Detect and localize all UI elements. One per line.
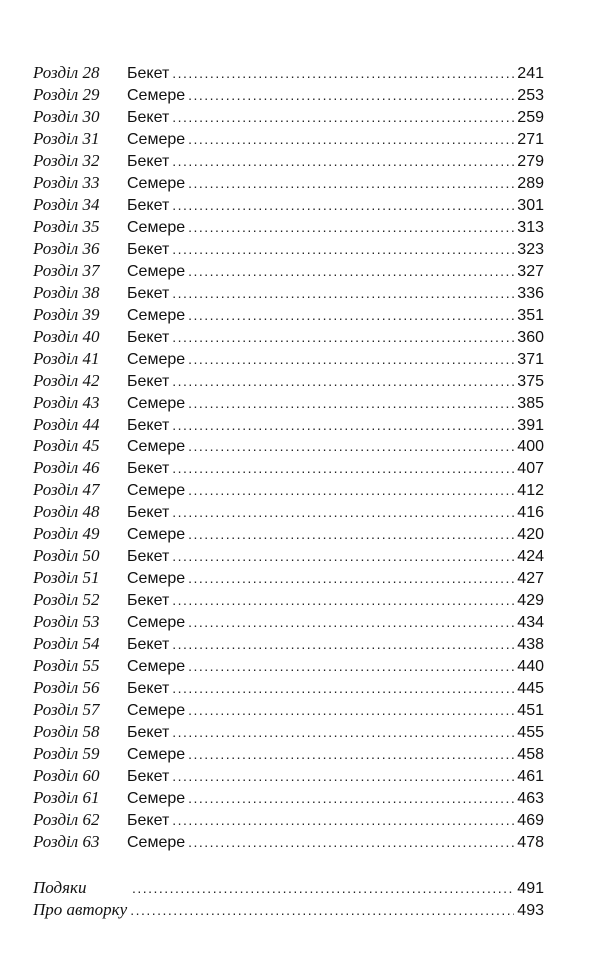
chapter-word: Розділ	[33, 128, 79, 148]
dot-leader	[188, 700, 514, 722]
chapter-number: 55	[82, 656, 100, 676]
toc-entry	[33, 414, 544, 436]
chapter-number: 51	[82, 568, 100, 588]
page-number: 445	[517, 680, 544, 698]
chapter-number: 52	[82, 590, 100, 610]
chapter-word: Розділ	[33, 392, 79, 412]
chapter-label	[33, 392, 127, 414]
chapter-number: 37	[82, 260, 100, 280]
dot-leader	[172, 371, 514, 393]
chapter-label	[33, 172, 127, 194]
chapter-word: Розділ	[33, 348, 79, 368]
chapter-title: Бекет	[127, 811, 170, 829]
chapter-label	[33, 150, 127, 172]
chapter-word: Розділ	[33, 84, 79, 104]
dot-leader	[188, 393, 514, 415]
chapter-number: 45	[82, 436, 100, 456]
dot-leader	[132, 877, 514, 899]
toc-entry	[33, 545, 544, 567]
table-of-contents	[33, 62, 544, 853]
page-number: 289	[517, 174, 544, 192]
chapter-word: Розділ	[33, 787, 79, 807]
page-number: 429	[517, 592, 544, 610]
page-number: 407	[517, 460, 544, 478]
page-number: 323	[517, 240, 544, 258]
chapter-label	[33, 501, 127, 523]
dot-leader	[172, 195, 514, 217]
chapter-number: 50	[82, 546, 100, 566]
chapter-title: Бекет	[127, 372, 170, 390]
chapter-label	[33, 677, 127, 699]
dot-leader	[172, 151, 514, 173]
chapter-word: Розділ	[33, 612, 79, 632]
toc-entry	[33, 128, 544, 150]
chapter-number: 63	[82, 831, 100, 851]
toc-entry	[33, 260, 544, 282]
dot-leader	[172, 283, 514, 305]
toc-entry	[33, 743, 544, 765]
chapter-label	[33, 282, 127, 304]
dot-leader	[172, 590, 514, 612]
dot-leader	[188, 744, 514, 766]
chapter-title: Бекет	[127, 768, 170, 785]
toc-entry	[33, 809, 544, 831]
chapter-number: 61	[82, 787, 100, 807]
chapter-label	[33, 260, 127, 282]
chapter-title: Семере	[127, 174, 186, 192]
chapter-title: Семере	[127, 438, 186, 456]
toc-entry	[33, 479, 544, 501]
backmatter-label: Подяки	[33, 878, 87, 897]
dot-leader	[172, 546, 514, 568]
toc-entry	[33, 216, 544, 238]
chapter-number: 38	[82, 282, 100, 302]
page-number: 493	[517, 902, 544, 919]
chapter-word: Розділ	[33, 172, 79, 192]
chapter-number: 46	[82, 458, 100, 478]
page-number: 478	[517, 833, 544, 851]
dot-leader	[172, 63, 514, 85]
chapter-number: 32	[82, 150, 100, 170]
chapter-word: Розділ	[33, 282, 79, 302]
chapter-word: Розділ	[33, 502, 79, 522]
dot-leader	[172, 458, 514, 480]
chapter-number: 47	[82, 480, 100, 500]
chapter-label	[33, 545, 127, 567]
chapter-number: 29	[82, 84, 100, 104]
chapter-label	[33, 370, 127, 392]
chapter-label	[33, 523, 127, 545]
chapter-number: 33	[82, 172, 100, 192]
toc-entry	[33, 348, 544, 370]
page-number: 375	[517, 372, 544, 390]
toc-entry	[33, 589, 544, 611]
page-number: 271	[517, 130, 544, 148]
chapter-title: Семере	[127, 306, 186, 324]
dot-leader	[188, 261, 514, 283]
page-number: 391	[517, 416, 544, 434]
page-number: 241	[517, 65, 544, 82]
chapter-word: Розділ	[33, 458, 79, 478]
toc-entry	[33, 765, 544, 787]
chapter-word: Розділ	[33, 414, 79, 434]
chapter-label	[33, 62, 127, 84]
page-number: 259	[517, 108, 544, 126]
chapter-number: 49	[82, 524, 100, 544]
dot-leader	[172, 415, 514, 437]
toc-entry	[33, 633, 544, 655]
toc-entry	[33, 457, 544, 479]
chapter-word: Розділ	[33, 524, 79, 544]
page-number: 469	[517, 811, 544, 829]
page-number: 461	[517, 768, 544, 785]
chapter-number: 59	[82, 744, 100, 764]
dot-leader	[130, 899, 514, 921]
chapter-title: Бекет	[127, 328, 170, 346]
page-number: 463	[517, 789, 544, 807]
page-number: 455	[517, 724, 544, 742]
chapter-label	[33, 216, 127, 238]
chapter-title: Семере	[127, 350, 186, 368]
page-number: 336	[517, 284, 544, 302]
chapter-title: Бекет	[127, 284, 170, 302]
chapter-title: Семере	[127, 86, 186, 104]
chapter-label	[33, 479, 127, 501]
chapter-title: Бекет	[127, 460, 170, 478]
chapter-title: Бекет	[127, 724, 170, 742]
page-number: 360	[517, 328, 544, 346]
chapter-title: Семере	[127, 262, 186, 280]
dot-leader	[188, 85, 514, 107]
chapter-word: Розділ	[33, 590, 79, 610]
chapter-title: Семере	[127, 130, 186, 148]
chapter-label	[33, 326, 127, 348]
chapter-label	[33, 699, 127, 721]
page-number: 371	[517, 350, 544, 368]
page-number: 385	[517, 394, 544, 412]
chapter-number: 62	[82, 809, 100, 829]
chapter-label	[33, 589, 127, 611]
chapter-label	[33, 194, 127, 216]
chapter-title: Семере	[127, 394, 186, 412]
chapter-word: Розділ	[33, 568, 79, 588]
page-number: 451	[517, 702, 544, 720]
chapter-number: 48	[82, 502, 100, 522]
backmatter-list	[33, 877, 544, 921]
chapter-title: Бекет	[127, 548, 170, 566]
page-number: 427	[517, 570, 544, 588]
dot-leader	[188, 305, 514, 327]
dot-leader	[172, 634, 514, 656]
chapter-label	[33, 567, 127, 589]
dot-leader	[188, 568, 514, 590]
dot-leader	[172, 502, 514, 524]
chapter-title: Бекет	[127, 240, 170, 258]
toc-entry	[33, 370, 544, 392]
chapter-title: Семере	[127, 526, 186, 544]
toc-entry	[33, 699, 544, 721]
toc-entry	[33, 150, 544, 172]
chapter-title: Семере	[127, 833, 186, 851]
dot-leader	[188, 832, 514, 854]
chapter-label	[33, 633, 127, 655]
chapter-number: 57	[82, 700, 100, 720]
dot-leader	[188, 612, 514, 634]
page-number: 412	[517, 482, 544, 500]
page-number: 313	[517, 218, 544, 236]
chapter-word: Розділ	[33, 809, 79, 829]
dot-leader	[188, 788, 514, 810]
chapter-title: Семере	[127, 789, 186, 807]
page-number: 279	[517, 152, 544, 170]
toc-entry	[33, 435, 544, 457]
toc-entry	[33, 392, 544, 414]
page-number: 440	[517, 658, 544, 676]
chapter-word: Розділ	[33, 700, 79, 720]
chapter-word: Розділ	[33, 766, 79, 785]
chapter-label	[33, 348, 127, 370]
chapter-label	[33, 831, 127, 853]
page-number: 491	[517, 880, 544, 897]
backmatter-label: Про авторку	[33, 900, 128, 919]
chapter-title: Бекет	[127, 636, 170, 654]
chapter-number: 34	[82, 194, 100, 214]
dot-leader	[188, 349, 514, 371]
chapter-word: Розділ	[33, 546, 79, 566]
dot-leader	[188, 436, 514, 458]
chapter-label	[33, 128, 127, 150]
page-number: 416	[517, 504, 544, 522]
toc-entry	[33, 655, 544, 677]
chapter-word: Розділ	[33, 106, 79, 126]
chapter-number: 54	[82, 634, 100, 654]
dot-leader	[172, 107, 514, 129]
chapter-number: 42	[82, 370, 100, 390]
chapter-label	[33, 809, 127, 831]
chapter-label	[33, 787, 127, 809]
chapter-number: 36	[82, 238, 100, 258]
toc-entry	[33, 282, 544, 304]
chapter-number: 56	[82, 678, 100, 698]
toc-entry	[33, 831, 544, 853]
dot-leader	[172, 678, 514, 700]
chapter-word: Розділ	[33, 436, 79, 456]
chapter-title: Бекет	[127, 65, 170, 82]
chapter-word: Розділ	[33, 722, 79, 742]
chapter-word: Розділ	[33, 238, 79, 258]
chapter-label	[33, 655, 127, 677]
chapter-number: 44	[82, 414, 100, 434]
chapter-number: 31	[82, 128, 100, 148]
page-number: 438	[517, 636, 544, 654]
toc-entry	[33, 611, 544, 633]
dot-leader	[188, 524, 514, 546]
toc-entry	[33, 326, 544, 348]
chapter-word: Розділ	[33, 216, 79, 236]
chapter-title: Семере	[127, 746, 186, 764]
chapter-label	[33, 765, 127, 787]
dot-leader	[188, 480, 514, 502]
page-number: 253	[517, 86, 544, 104]
dot-leader	[172, 810, 514, 832]
page-number: 301	[517, 196, 544, 214]
toc-entry	[33, 84, 544, 106]
toc-entry	[33, 787, 544, 809]
chapter-word: Розділ	[33, 831, 79, 851]
page-number: 327	[517, 262, 544, 280]
chapter-title: Бекет	[127, 592, 170, 610]
chapter-number: 39	[82, 304, 100, 324]
toc-entry	[33, 106, 544, 128]
toc-entry	[33, 523, 544, 545]
chapter-title: Семере	[127, 614, 186, 632]
chapter-word: Розділ	[33, 260, 79, 280]
chapter-title: Бекет	[127, 416, 170, 434]
toc-entry	[33, 567, 544, 589]
dot-leader	[172, 722, 514, 744]
dot-leader	[188, 656, 514, 678]
chapter-word: Розділ	[33, 326, 79, 346]
dot-leader	[188, 217, 514, 239]
dot-leader	[172, 239, 514, 261]
chapter-label	[33, 743, 127, 765]
toc-entry	[33, 194, 544, 216]
chapter-number: 43	[82, 392, 100, 412]
chapter-number: 28	[82, 63, 100, 82]
chapter-title: Бекет	[127, 196, 170, 214]
chapter-word: Розділ	[33, 304, 79, 324]
chapter-word: Розділ	[33, 744, 79, 764]
toc-entry	[33, 721, 544, 743]
chapter-title: Бекет	[127, 680, 170, 698]
chapter-number: 53	[82, 612, 100, 632]
dot-leader	[188, 173, 514, 195]
page-number: 420	[517, 526, 544, 544]
chapter-number: 30	[82, 106, 100, 126]
chapter-number: 60	[82, 766, 100, 785]
chapter-word: Розділ	[33, 370, 79, 390]
chapter-title: Семере	[127, 702, 186, 720]
chapter-number: 35	[82, 216, 100, 236]
chapter-title: Бекет	[127, 504, 170, 522]
chapter-label	[33, 457, 127, 479]
toc-entry	[33, 501, 544, 523]
chapter-title: Бекет	[127, 108, 170, 126]
chapter-label	[33, 238, 127, 260]
chapter-label	[33, 435, 127, 457]
backmatter-entry	[33, 877, 544, 899]
chapter-number: 58	[82, 722, 100, 742]
dot-leader	[172, 766, 514, 788]
toc-entry	[33, 172, 544, 194]
chapter-word: Розділ	[33, 480, 79, 500]
page-number: 424	[517, 548, 544, 566]
page-number: 458	[517, 746, 544, 764]
toc-entry	[33, 677, 544, 699]
chapter-number: 41	[82, 348, 100, 368]
chapter-word: Розділ	[33, 150, 79, 170]
dot-leader	[188, 129, 514, 151]
page-number: 434	[517, 614, 544, 632]
chapter-title: Семере	[127, 570, 186, 588]
chapter-word: Розділ	[33, 678, 79, 698]
toc-entry	[33, 238, 544, 260]
chapter-title: Семере	[127, 658, 186, 676]
chapter-label	[33, 721, 127, 743]
chapter-title: Семере	[127, 482, 186, 500]
toc-entry	[33, 304, 544, 326]
chapter-label	[33, 414, 127, 436]
chapter-word: Розділ	[33, 194, 79, 214]
chapter-word: Розділ	[33, 634, 79, 654]
chapter-word: Розділ	[33, 656, 79, 676]
page-number: 400	[517, 438, 544, 456]
chapter-number: 40	[82, 326, 100, 346]
toc-entry	[33, 62, 544, 84]
chapter-title: Семере	[127, 218, 186, 236]
page-number: 351	[517, 306, 544, 324]
chapter-label	[33, 106, 127, 128]
chapter-title: Бекет	[127, 152, 170, 170]
chapter-label	[33, 84, 127, 106]
chapter-label	[33, 304, 127, 326]
backmatter-entry	[33, 899, 544, 921]
chapter-word: Розділ	[33, 63, 79, 82]
dot-leader	[172, 327, 514, 349]
chapter-label	[33, 611, 127, 633]
